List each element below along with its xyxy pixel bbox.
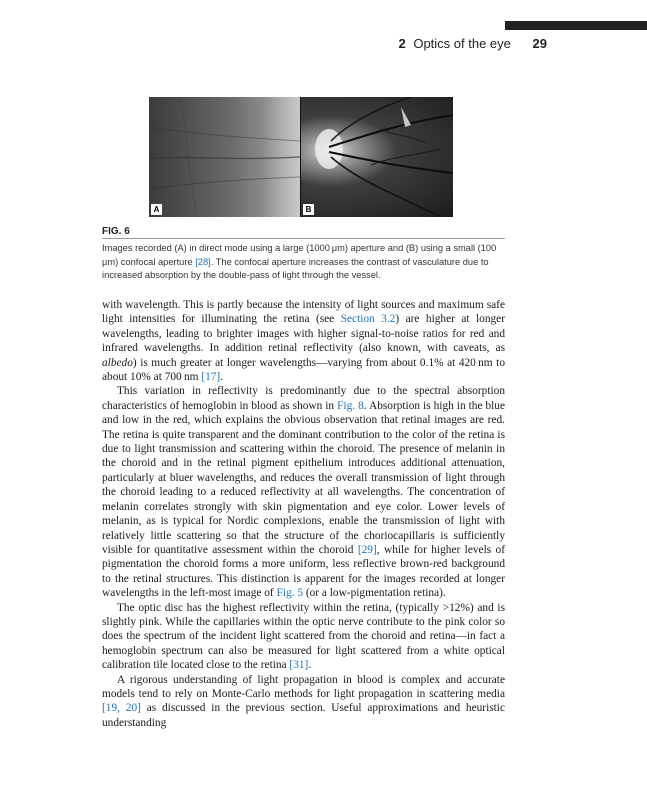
body-text [102,298,505,730]
panel-a-vessels [149,97,300,217]
paragraph-text: A rigorous understanding of light propagation in blood is complex and accurate models tend to rely on Monte-Carlo methods for light propagation in scattering media [102,673,505,700]
paragraph [102,298,505,384]
figure-caption [102,242,505,283]
paragraph-text: . [220,371,224,384]
paragraph-text: ) is much greater at longer wavelengths—varying from about 0.1% at 420 nm to about 10% at 700 nm [102,356,505,384]
panel-b-vessels [301,97,453,217]
citation-link[interactable]: [19, 20] [102,702,141,715]
paragraph [102,384,505,600]
citation-link[interactable]: [31] [289,659,309,672]
citation-link[interactable]: [17] [201,371,221,384]
paragraph [102,601,505,673]
caption-text: . The confocal aperture increases the contrast of vasculature due to increased absorption by the double-pass of light through the vessel. [102,256,489,280]
figure-panel-b [301,97,453,217]
panel-a-tag: A [151,204,162,215]
paragraph-text: as discussed in the previous section. Useful approximations and heuristic understanding [102,702,505,729]
page-number: 29 [532,36,547,51]
running-head [0,36,547,51]
caption-text: Images recorded (A) in direct mode using a large (1000 μm) aperture and (B) using a small (100 μm) confocal aperture [102,243,499,267]
paragraph-text: This variation in reflectivity is predominantly due to the spectral absorption characteristics of hemoglobin in blood as shown in [102,385,505,412]
paragraph-text: , while for higher levels of pigmentation the choroid forms a more uniform, less reflective brown-red background to the retinal structures. This distinction is apparent for the images recorded at longer wavelengths in the left-most image of [102,543,505,600]
figure-link[interactable]: Fig. 5 [276,587,304,600]
header-bar [505,21,647,30]
paragraph-text: The optic disc has the highest reflectivity within the retina, (typically >12%) and is slightly pink. While the capillaries within the optic nerve contribute to the pink color so does the spectrum of the incident light scattered from the choroid and retina—in fact a hemoglobin spectrum can also be measured for light scattered from a white optical calibration tile located close to the retina [102,601,505,672]
paragraph-text: . Absorption is high in the blue and low in the red, which explains the obvious observation that retinal images are red. The retina is quite transparent and the dominant contribution to the color of the retina is due to light transmission and scattering within the choroid. The presence of melanin in the choroid and in the retinal pigment epithelium introduces additional attenuation, particularly at bluer wavelengths, and reduces the overall transmission of light through the choroid leading to a reduced reflectivity at all wavelengths. The concentration of melanin correlates strongly with skin pigmentation and eye color. Lower levels of melanin, as is typical for Nordic complexions, enable the transmission of light with relatively little scattering so that the structure of the choriocapillaris is sufficiently visible for quantitative assessment within the choroid [102,399,506,556]
paragraph-text: with wavelength. This is partly because the intensity of light sources and maximum safe light intensities for illuminating the retina (see [102,299,505,326]
chapter-number: 2 [398,36,406,51]
paragraph-text: (or a low-pigmentation retina). [303,587,446,600]
caption-citation-link[interactable]: [28] [195,256,211,267]
paragraph-text: . [308,659,312,672]
section-link[interactable]: Section 3.2 [340,313,396,326]
citation-link[interactable]: [29] [357,543,377,556]
figure-link[interactable]: Fig. 8 [337,399,364,412]
figure-divider [102,238,505,239]
emphasis-term: albedo [102,356,133,369]
figure-image [149,97,453,217]
paragraph-text: ) are higher at longer wavelengths, leading to brighter images with higher signal-to-noise ratios for red and infrared wavelengths. In addition retinal reflectivity (also known, with caveats, as [102,313,505,355]
figure-panel-a [149,97,300,217]
chapter-title: Optics of the eye [413,36,511,51]
paragraph [102,673,505,731]
figure-label: FIG. 6 [102,226,130,237]
panel-b-tag: B [303,204,314,215]
